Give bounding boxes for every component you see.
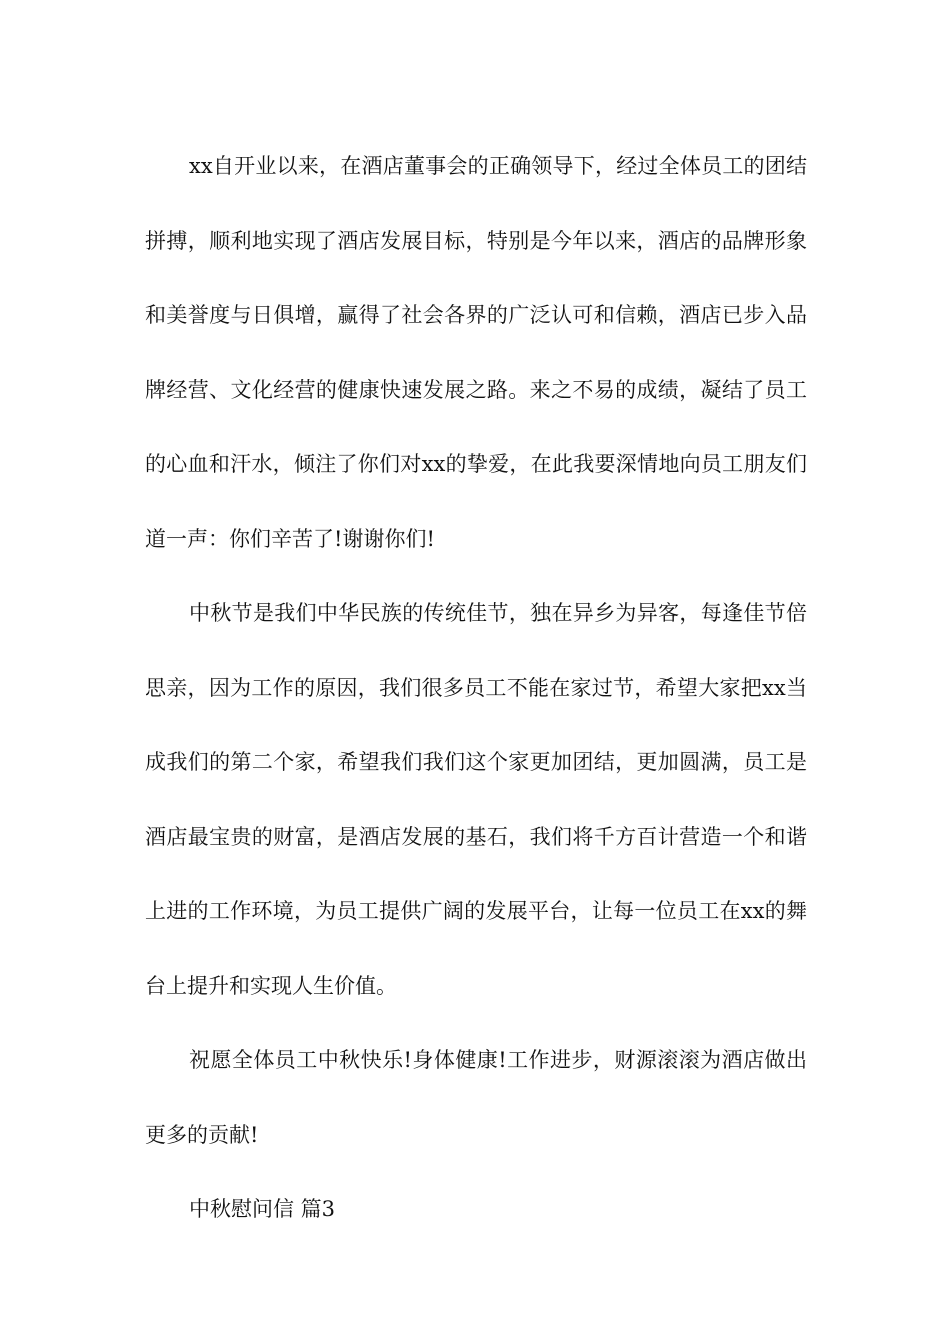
document-body	[145, 129, 807, 1247]
section-heading: 中秋慰问信 篇3	[189, 1197, 336, 1221]
paragraph-appreciation: xx自开业以来，在酒店董事会的正确领导下，经过全体员工的团结拼搏，顺利地实现了酒店发展目标，特别是今年以来，酒店的品牌形象和美誉度与日俱增，赢得了社会各界的广泛认可和信赖，酒店已步入品牌经营、文化经营的健康快速发展之路。来之不易的成绩，凝结了员工的心血和汗水，倾注了你们对xx的挚爱，在此我要深情地向员工朋友们道一声：你们辛苦了!谢谢你们!	[145, 154, 807, 551]
paragraph-wishes: 祝愿全体员工中秋快乐!身体健康!工作进步，财源滚滚为酒店做出更多的贡献!	[145, 1048, 807, 1147]
paragraph-mid-autumn: 中秋节是我们中华民族的传统佳节，独在异乡为异客，每逢佳节倍思亲，因为工作的原因，我们很多员工不能在家过节，希望大家把xx当成我们的第二个家，希望我们我们这个家更加团结，更加圆满，员工是酒店最宝贵的财富，是酒店发展的基石，我们将千方百计营造一个和谐上进的工作环境，为员工提供广阔的发展平台，让每一位员工在xx的舞台上提升和实现人生价值。	[145, 601, 807, 998]
